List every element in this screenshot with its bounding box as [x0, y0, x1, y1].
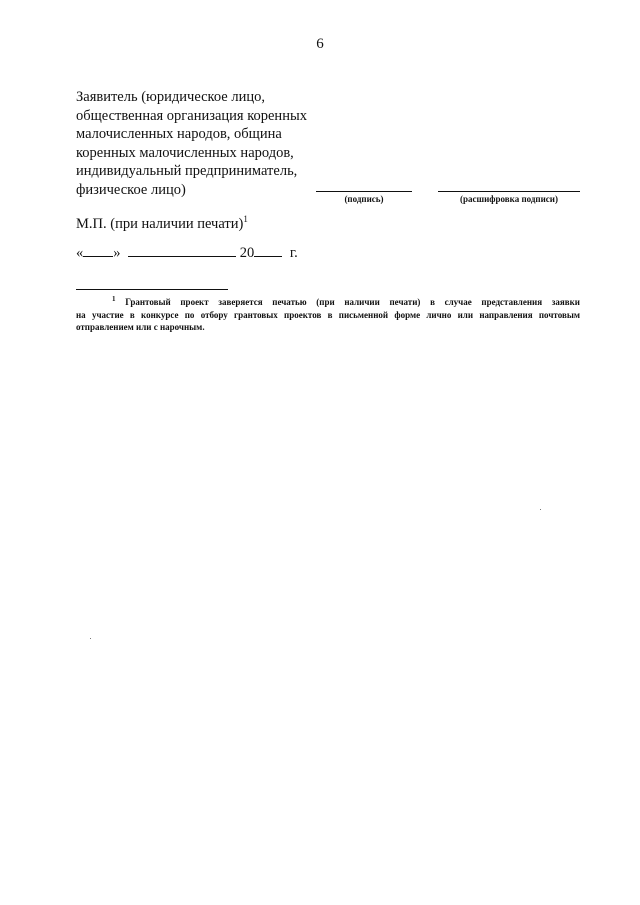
scan-speck	[540, 509, 541, 510]
footnote-ref: 1	[243, 214, 248, 224]
scan-speck	[90, 638, 91, 639]
signature-decode-line[interactable]	[438, 191, 580, 192]
signature-caption: (подпись)	[344, 194, 384, 204]
applicant-line: малочисленных народов, община	[76, 126, 282, 142]
page-number: 6	[316, 36, 324, 52]
applicant-line: общественная организация коренных	[76, 107, 307, 124]
applicant-line: коренных малочисленных народов,	[76, 144, 294, 161]
applicant-line: физическое лицо)	[76, 181, 186, 198]
date-row	[76, 244, 298, 262]
footnote-line: Грантовый проект заверяется печатью (при наличии печати) в случае представления заявки	[125, 297, 580, 307]
footnote-divider	[76, 289, 228, 290]
day-blank[interactable]	[83, 244, 113, 257]
applicant-line: индивидуальный предприниматель,	[76, 163, 298, 179]
footnote	[76, 293, 580, 334]
date-close-quote: »	[113, 245, 121, 261]
signature-line[interactable]	[316, 191, 412, 192]
stamp-line	[76, 214, 248, 233]
footnote-line: на участие в конкурсе по отбору грантовых проектов в письменной форме лично или направления почтовым	[76, 309, 580, 320]
year-prefix: 20	[239, 245, 255, 261]
month-blank[interactable]	[128, 244, 236, 257]
stamp-text: М.П. (при наличии печати)	[76, 215, 244, 232]
year-blank[interactable]	[254, 244, 282, 257]
footnote-mark: 1	[112, 295, 116, 303]
footnote-line: отправлением или с нарочным.	[76, 322, 205, 332]
applicant-label	[76, 88, 366, 199]
date-open-quote: «	[76, 245, 84, 261]
signature-decode-caption: (расшифровка подписи)	[460, 194, 558, 204]
year-suffix: г.	[289, 245, 298, 261]
applicant-line: Заявитель (юридическое лицо,	[76, 89, 265, 105]
